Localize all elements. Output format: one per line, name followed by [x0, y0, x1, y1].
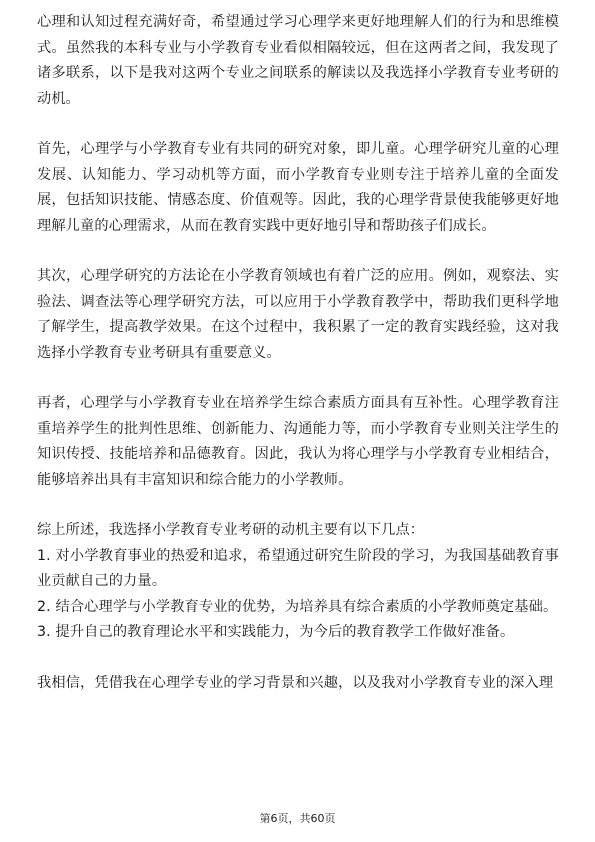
document-body [37, 10, 559, 696]
paragraph-first: 首先，心理学与小学教育专业有共同的研究对象，即儿童。心理学研究儿童的心理发展、认知能力、学习动机等方面，而小学教育专业则专注于培养儿童的全面发展，包括知识技能、情感态度、价值观等。因此，我的心理学背景使我能够更好地理解儿童的心理需求，从而在教育实践中更好地引导和帮助孩子们成长。 [37, 141, 559, 234]
paragraph-closing: 我相信，凭借我在心理学专业的学习背景和兴趣，以及我对小学教育专业的深入理 [37, 674, 554, 691]
motivation-list [37, 518, 559, 646]
paragraph-second: 其次，心理学研究的方法论在小学教育领域也有着广泛的应用。例如，观察法、实验法、调查法等心理学研究方法，可以应用于小学教育教学中，帮助我们更科学地了解学生，提高教学效果。在这个过程中，我积累了一定的教育实践经验，这对我选择小学教育专业考研具有重要意义。 [37, 268, 559, 361]
paragraph-intro: 心理和认知过程充满好奇，希望通过学习心理学来更好地理解人们的行为和思维模式。虽然我的本科专业与小学教育专业看似相隔较远，但在这两者之间，我发现了诸多联系，以下是我对这两个专业之间联系的解读以及我选择小学教育专业考研的动机。 [37, 14, 559, 107]
list-item: 2. 结合心理学与小学教育专业的优势，为培养具有综合素质的小学教师奠定基础。 [37, 598, 558, 615]
list-item: 1. 对小学教育事业的热爱和追求，希望通过研究生阶段的学习，为我国基础教育事业贡献自己的力量。 [37, 547, 559, 589]
summary-intro: 综上所述，我选择小学教育专业考研的动机主要有以下几点： [37, 522, 425, 538]
paragraph-third: 再者，心理学与小学教育专业在培养学生综合素质方面具有互补性。心理学教育注重培养学生的批判性思维、创新能力、沟通能力等，而小学教育专业则关注学生的知识传授、技能培养和品德教育。因此，我认为将心理学与小学教育专业相结合，能够培养出具有丰富知识和综合能力的小学教师。 [37, 395, 559, 488]
page-number: 第6页，共60页 [259, 812, 336, 825]
list-item: 3. 提升自己的教育理论水平和实践能力，为今后的教育教学工作做好准备。 [37, 624, 515, 640]
